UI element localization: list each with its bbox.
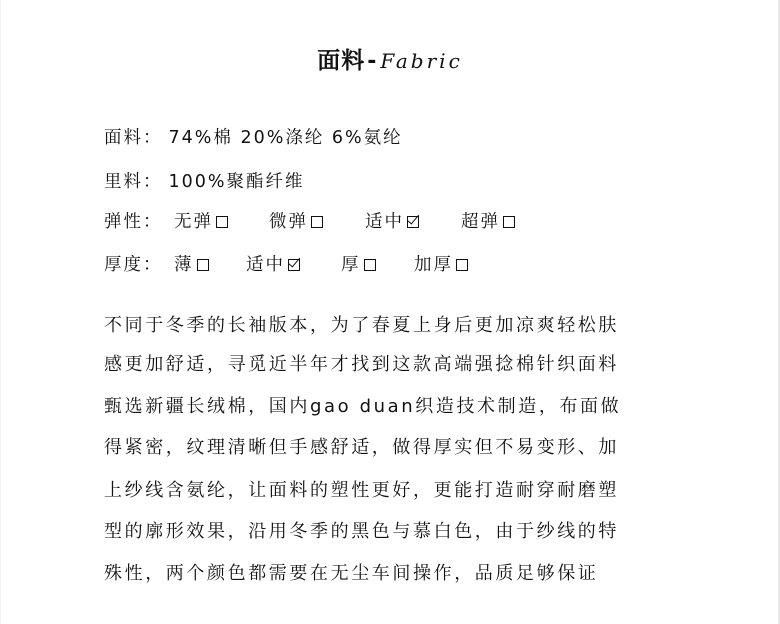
description-line: 上纱线含氨纶，让面料的塑性更好，更能打造耐穿耐磨塑 — [104, 480, 619, 501]
checkbox-icon — [503, 216, 515, 228]
spec-row-lining — [104, 169, 305, 195]
thickness-option-thick — [341, 252, 376, 278]
spec-label-elasticity: 弹性： — [104, 212, 163, 232]
elasticity-option-moderate — [365, 209, 419, 235]
spec-label-thickness: 厚度： — [104, 255, 163, 275]
description-line: 得紧密，纹理清晰但手感舒适，做得厚实但不易变形、加 — [104, 437, 619, 458]
checkbox-checked-icon — [407, 216, 419, 228]
spec-row-elasticity — [104, 209, 584, 235]
page-title — [0, 42, 780, 75]
elasticity-option-none — [174, 209, 228, 235]
spec-row-fabric — [104, 125, 403, 151]
thickness-option-label: 薄 — [174, 255, 194, 275]
elasticity-option-super — [461, 209, 515, 235]
title-english: Fabric — [380, 49, 463, 73]
checkbox-icon — [216, 216, 228, 228]
description-line: 殊性，两个颜色都需要在无尘车间操作，品质足够保证 — [104, 563, 599, 584]
thickness-option-thin — [174, 252, 209, 278]
title-chinese: 面料 — [317, 48, 366, 74]
thickness-option-label: 适中 — [246, 255, 285, 275]
elasticity-option-label: 微弹 — [269, 212, 308, 232]
spec-label-fabric: 面料： — [104, 128, 163, 148]
title-dash: - — [367, 49, 377, 74]
checkbox-icon — [197, 259, 209, 271]
checkbox-icon — [311, 216, 323, 228]
thickness-option-label: 加厚 — [414, 255, 453, 275]
thickness-option-label: 厚 — [341, 255, 361, 275]
checkbox-icon — [456, 259, 468, 271]
thickness-option-extra-thick — [414, 252, 468, 278]
spec-value-lining: 100%聚酯纤维 — [168, 172, 305, 192]
description-line: 甄选新疆长绒棉，国内gao duan织造技术制造，布面做 — [104, 396, 622, 417]
spec-row-thickness — [104, 252, 584, 278]
thickness-option-moderate — [246, 252, 300, 278]
checkbox-icon — [364, 259, 376, 271]
elasticity-option-label: 无弹 — [174, 212, 213, 232]
description-line: 型的廓形效果，沿用冬季的黑色与慕白色，由于纱线的特 — [104, 521, 619, 542]
description-line: 不同于冬季的长袖版本，为了春夏上身后更加凉爽轻松肤 — [104, 315, 619, 336]
description-line: 感更加舒适，寻觅近半年才找到这款高端强捻棉针织面料 — [104, 354, 619, 375]
spec-label-lining: 里料： — [104, 172, 163, 192]
elasticity-option-label: 超弹 — [461, 212, 500, 232]
elasticity-option-label: 适中 — [365, 212, 404, 232]
page-border-left — [0, 0, 1, 624]
spec-value-fabric: 74%棉 20%涤纶 6%氨纶 — [168, 128, 403, 148]
checkbox-checked-icon — [288, 259, 300, 271]
elasticity-option-slight — [269, 209, 323, 235]
